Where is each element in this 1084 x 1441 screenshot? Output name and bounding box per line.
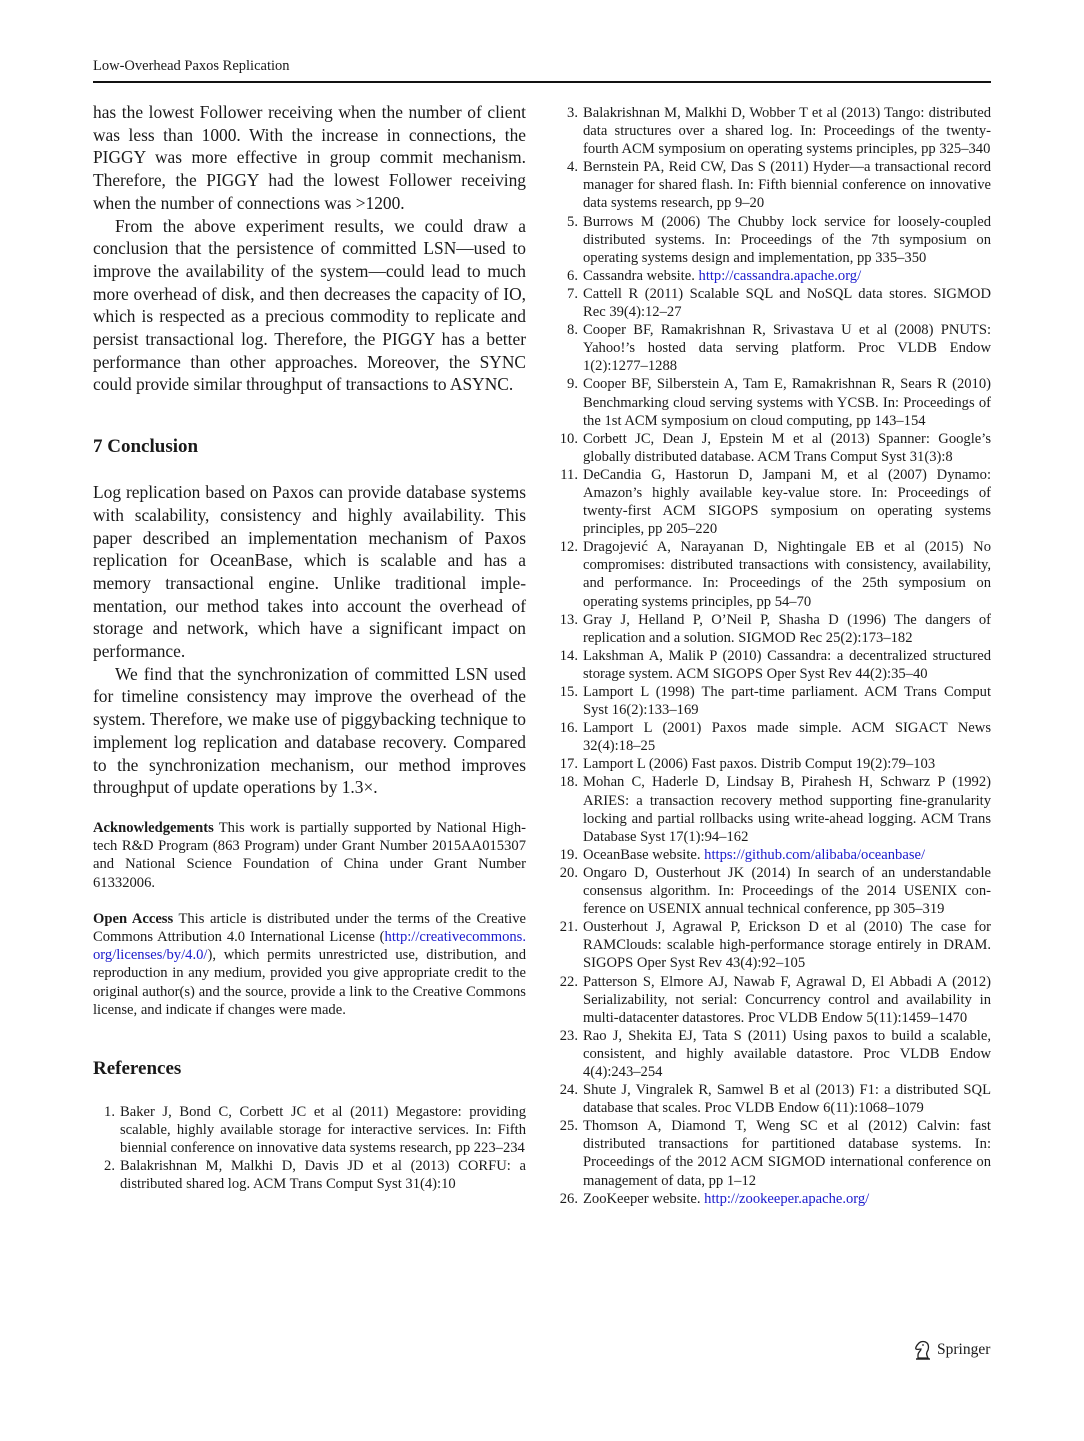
reference-number: 21. — [559, 919, 578, 936]
reference-number: 10. — [559, 430, 578, 447]
oceanbase-website-link[interactable]: https://github.com/alibaba/oceanbase/ — [704, 846, 926, 863]
reference-number: 26. — [559, 1190, 578, 1207]
reference-text: Burrows M (2006) The Chubby lock service for loosely-coupled distributed systems. In: Proceedings of the 7th symposium on operating systems design and implementation, pp 335–350 — [583, 213, 991, 266]
reference-item — [556, 1081, 991, 1117]
reference-text: Patterson S, Elmore AJ, Nawab F, Agrawal D, El Abbadi A (2012) Serializability, not serial: Concurrency control and availability in multi-datacenter datastores. Proc VLDB Endow 5(11):1459–1470 — [583, 973, 991, 1026]
reference-item — [556, 864, 991, 918]
zookeeper-website-link[interactable]: http://zookeeper.apache.org/ — [704, 1190, 870, 1207]
reference-item — [556, 375, 991, 429]
reference-number: 9. — [567, 376, 578, 393]
reference-number: 11. — [560, 466, 578, 483]
reference-item — [556, 1190, 991, 1208]
open-access-label: Open Access — [93, 910, 174, 927]
reference-item — [556, 1027, 991, 1081]
reference-number: 24. — [559, 1082, 578, 1099]
reference-text: Cassandra website. — [583, 267, 699, 284]
reference-text: Bernstein PA, Reid CW, Das S (2011) Hyder—a transactional record manager for shared flash. In: Fifth biennial conference on innovative data systems research, pp 9–20 — [583, 159, 991, 212]
reference-text: DeCandia G, Hastorun D, Jampani M, et al (2007) Dynamo: Amazon’s highly available key-value store. In: Proceedings of twenty-first ACM SIGOPS symposium on operating systems principles, pp 205–220 — [583, 466, 991, 538]
reference-item — [556, 267, 991, 285]
reference-item — [556, 918, 991, 972]
left-column — [93, 101, 526, 1193]
reference-number: 4. — [567, 159, 578, 176]
reference-item — [93, 1157, 526, 1193]
reference-number: 17. — [559, 756, 578, 773]
right-column — [556, 104, 991, 1208]
reference-text: ZooKeeper website. — [583, 1190, 705, 1207]
reference-text: Ousterhout J, Agrawal P, Erickson D et al (2010) The case for RAMClouds: scalable high-performance storage entirely in DRAM. SIGOPS Oper Syst Rev 43(4):92–105 — [583, 919, 991, 972]
reference-item — [556, 973, 991, 1027]
reference-number: 15. — [559, 684, 578, 700]
reference-text: Cooper BF, Ramakrishnan R, Srivastava U et al (2008) PNUTS: Yahoo!’s hosted data serving platform. Proc VLDB Endow 1(2):1277–1288 — [583, 322, 991, 375]
reference-text: Lakshman A, Malik P (2010) Cassandra: a decentralized structured storage system. ACM SIGOPS Oper Syst Rev 44(2):35–40 — [583, 647, 991, 682]
section-heading-conclusion: 7 Conclusion — [93, 436, 199, 458]
reference-number: 16. — [559, 720, 578, 737]
reference-text: Lamport L (2006) Fast paxos. Distrib Comput 19(2):79–103 — [583, 756, 936, 773]
reference-number: 18. — [559, 774, 578, 791]
reference-item — [556, 321, 991, 375]
reference-item — [93, 1103, 526, 1157]
reference-number: 1. — [104, 1104, 115, 1121]
reference-item — [556, 466, 991, 538]
reference-text: Thomson A, Diamond T, Weng SC et al (2012) Calvin: fast distributed transactions for partitioned database systems. In: Proceedings of the 2012 ACM SIGMOD international conference on management of data, pp 1–12 — [583, 1118, 991, 1189]
license-link[interactable]: http://creativecommons.org/licenses/by/4.0/ — [93, 929, 526, 964]
reference-number: 8. — [567, 322, 578, 339]
reference-number: 23. — [559, 1027, 578, 1044]
reference-number: 7. — [567, 285, 578, 302]
reference-text: OceanBase website. — [583, 846, 705, 863]
open-access — [93, 910, 526, 1019]
publisher-logo — [914, 1340, 990, 1360]
continued-paragraph: has the lowest Follower receiving when the number of client was less than 1000. With the increase in connections, the PIGGY was more effective in group commit mechanism. Therefore, the PIGGY had the lowest Follower receiving when the number of connections was >1200. — [93, 102, 526, 213]
reference-text: Balakrishnan M, Malkhi D, Wobber T et al (2013) Tango: distributed data structures over a shared log. In: Proceedings of the twenty-fourth ACM symposium on operating systems principles, pp 325–340 — [583, 105, 991, 158]
reference-text: Cooper BF, Silberstein A, Tam E, Ramakrishnan R, Sears R (2010) Benchmarking cloud serving systems with YCSB. In: Proceedings of the 1st ACM symposium on cloud computing, pp 143–154 — [583, 376, 991, 429]
results-paragraph: From the above experiment results, we could draw a conclusion that the persistence of committed LSN—used to improve the availability of the system—could lead to much more overhead of disk, and then decreases the capacity of IO, which is respected as a precious commodity to replicate and persist transactional log. Therefore, the PIGGY has a better performance than other approaches. Moreover, the SYNC could provide similar throughput of transactions to ASYNC. — [93, 215, 526, 395]
reference-number: 5. — [567, 213, 578, 230]
reference-number: 14. — [559, 647, 578, 664]
references-heading: References — [93, 1058, 182, 1080]
acknowledgements-text: This work is partially supported by National High-tech R&D Program (863 Program) under Grant Number 2015AA015307 and National Science Foundation of China under Grant Number 61332006. — [93, 819, 526, 891]
open-access-text-before: This article is distributed under the terms of the Creative Commons Attribution 4.0 International License ( — [93, 910, 526, 945]
reference-text: Shute J, Vingralek R, Samwel B et al (2013) F1: a distributed SQL database that scales. Proc VLDB Endow 6(11):1068–1079 — [583, 1082, 991, 1117]
reference-text: Mohan C, Haderle D, Lindsay B, Pirahesh H, Schwarz P (1992) ARIES: a transaction recovery method supporting fine-granularity locking and partial rollbacks using write-ahead logging. ACM Trans Database Syst 17(1):94–162 — [583, 774, 991, 845]
reference-text: Lamport L (2001) Paxos made simple. ACM SIGACT News 32(4):18–25 — [583, 720, 991, 755]
reference-item — [556, 719, 991, 755]
reference-item — [556, 1117, 991, 1189]
reference-item — [556, 755, 991, 773]
reference-number: 6. — [567, 267, 578, 284]
reference-number: 25. — [559, 1118, 578, 1135]
reference-item — [556, 683, 991, 719]
acknowledgements — [93, 819, 526, 892]
conclusion-paragraph-2: We find that the synchronization of committed LSN used for timeline consistency may improve the overhead of the system. Therefore, we make use of piggybacking technique to implement log replication and database recovery. Compared to the synchronization mechanism, our method improves throughput of update operations by 1.3×. — [93, 663, 526, 798]
reference-item — [556, 158, 991, 212]
running-head: Low-Overhead Paxos Replication — [93, 58, 290, 74]
reference-item — [556, 104, 991, 158]
reference-item — [556, 773, 991, 845]
reference-item — [556, 430, 991, 466]
reference-item — [556, 647, 991, 683]
reference-text: Dragojević A, Narayanan D, Nightingale EB et al (2015) No compromises: distributed transactions with consistency, availability, and performance. In: Proceedings of the 25th symposium on operating systems principles, pp 54–70 — [583, 539, 991, 610]
reference-number: 12. — [559, 539, 578, 556]
publisher-name: Springer — [937, 1341, 991, 1358]
reference-item — [556, 538, 991, 610]
reference-item — [556, 285, 991, 321]
cassandra-website-link[interactable]: http://cassandra.apache.org/ — [698, 267, 862, 284]
open-access-text-after: ), which permits unrestricted use, distribution, and reproduction in any medium, provided you give appropriate credit to the original author(s) and the source, provide a link to the Creative Commons license, and indicate if changes were made. — [93, 947, 526, 1018]
acknowledgements-label: Acknowledgements — [93, 819, 214, 836]
conclusion-paragraph-1: Log replication based on Paxos can provide database systems with scalability, consistency and highly availability. This paper described an implementation mechanism of Paxos replication for OceanBase, which is scalable and has a memory transactional engine. Unlike traditional implementation, our method takes into account the overhead of storage and network, which have a significant impact on performance. — [93, 482, 526, 662]
reference-item — [556, 213, 991, 267]
reference-number: 20. — [559, 864, 578, 881]
reference-text: Lamport L (1998) The part-time parliament. ACM Trans Comput Syst 16(2):133–169 — [583, 684, 991, 719]
reference-text: Corbett JC, Dean J, Epstein M et al (2013) Spanner: Google’s globally distributed database. ACM Trans Comput Syst 31(3):8 — [583, 430, 991, 465]
reference-number: 13. — [559, 611, 578, 628]
reference-number: 3. — [567, 105, 578, 121]
reference-text: Rao J, Shekita EJ, Tata S (2011) Using paxos to build a scalable, consistent, and highly available datastore. Proc VLDB Endow 4(4):243–254 — [583, 1027, 991, 1080]
reference-number: 2. — [104, 1158, 115, 1175]
reference-text: Cattell R (2011) Scalable SQL and NoSQL data stores. SIGMOD Rec 39(4):12–27 — [583, 285, 991, 321]
reference-item — [556, 611, 991, 647]
reference-number: 22. — [559, 973, 578, 990]
springer-knight-icon — [914, 1340, 932, 1360]
references-list-right — [556, 104, 991, 1208]
header-rule — [93, 81, 991, 83]
reference-text: Ongaro D, Ousterhout JK (2014) In search of an understandable consensus algorithm. In: Proceedings of the 2014 USENIX conference on USENIX annual technical conference, pp 305–319 — [583, 864, 991, 918]
reference-number: 19. — [559, 846, 578, 863]
references-list-left — [93, 1103, 526, 1193]
reference-item — [556, 846, 991, 864]
reference-text: Balakrishnan M, Malkhi D, Davis JD et al (2013) CORFU: a distributed shared log. ACM Trans Comput Syst 31(4):10 — [120, 1158, 526, 1193]
reference-text: Gray J, Helland P, O’Neil P, Shasha D (1996) The dangers of replication and a solution. SIGMOD Rec 25(2):173–182 — [583, 611, 991, 646]
reference-text: Baker J, Bond C, Corbett JC et al (2011) Megastore: providing scalable, highly available storage for interactive services. In: Fifth biennial conference on innovative data systems research, pp 223–234 — [120, 1104, 526, 1157]
